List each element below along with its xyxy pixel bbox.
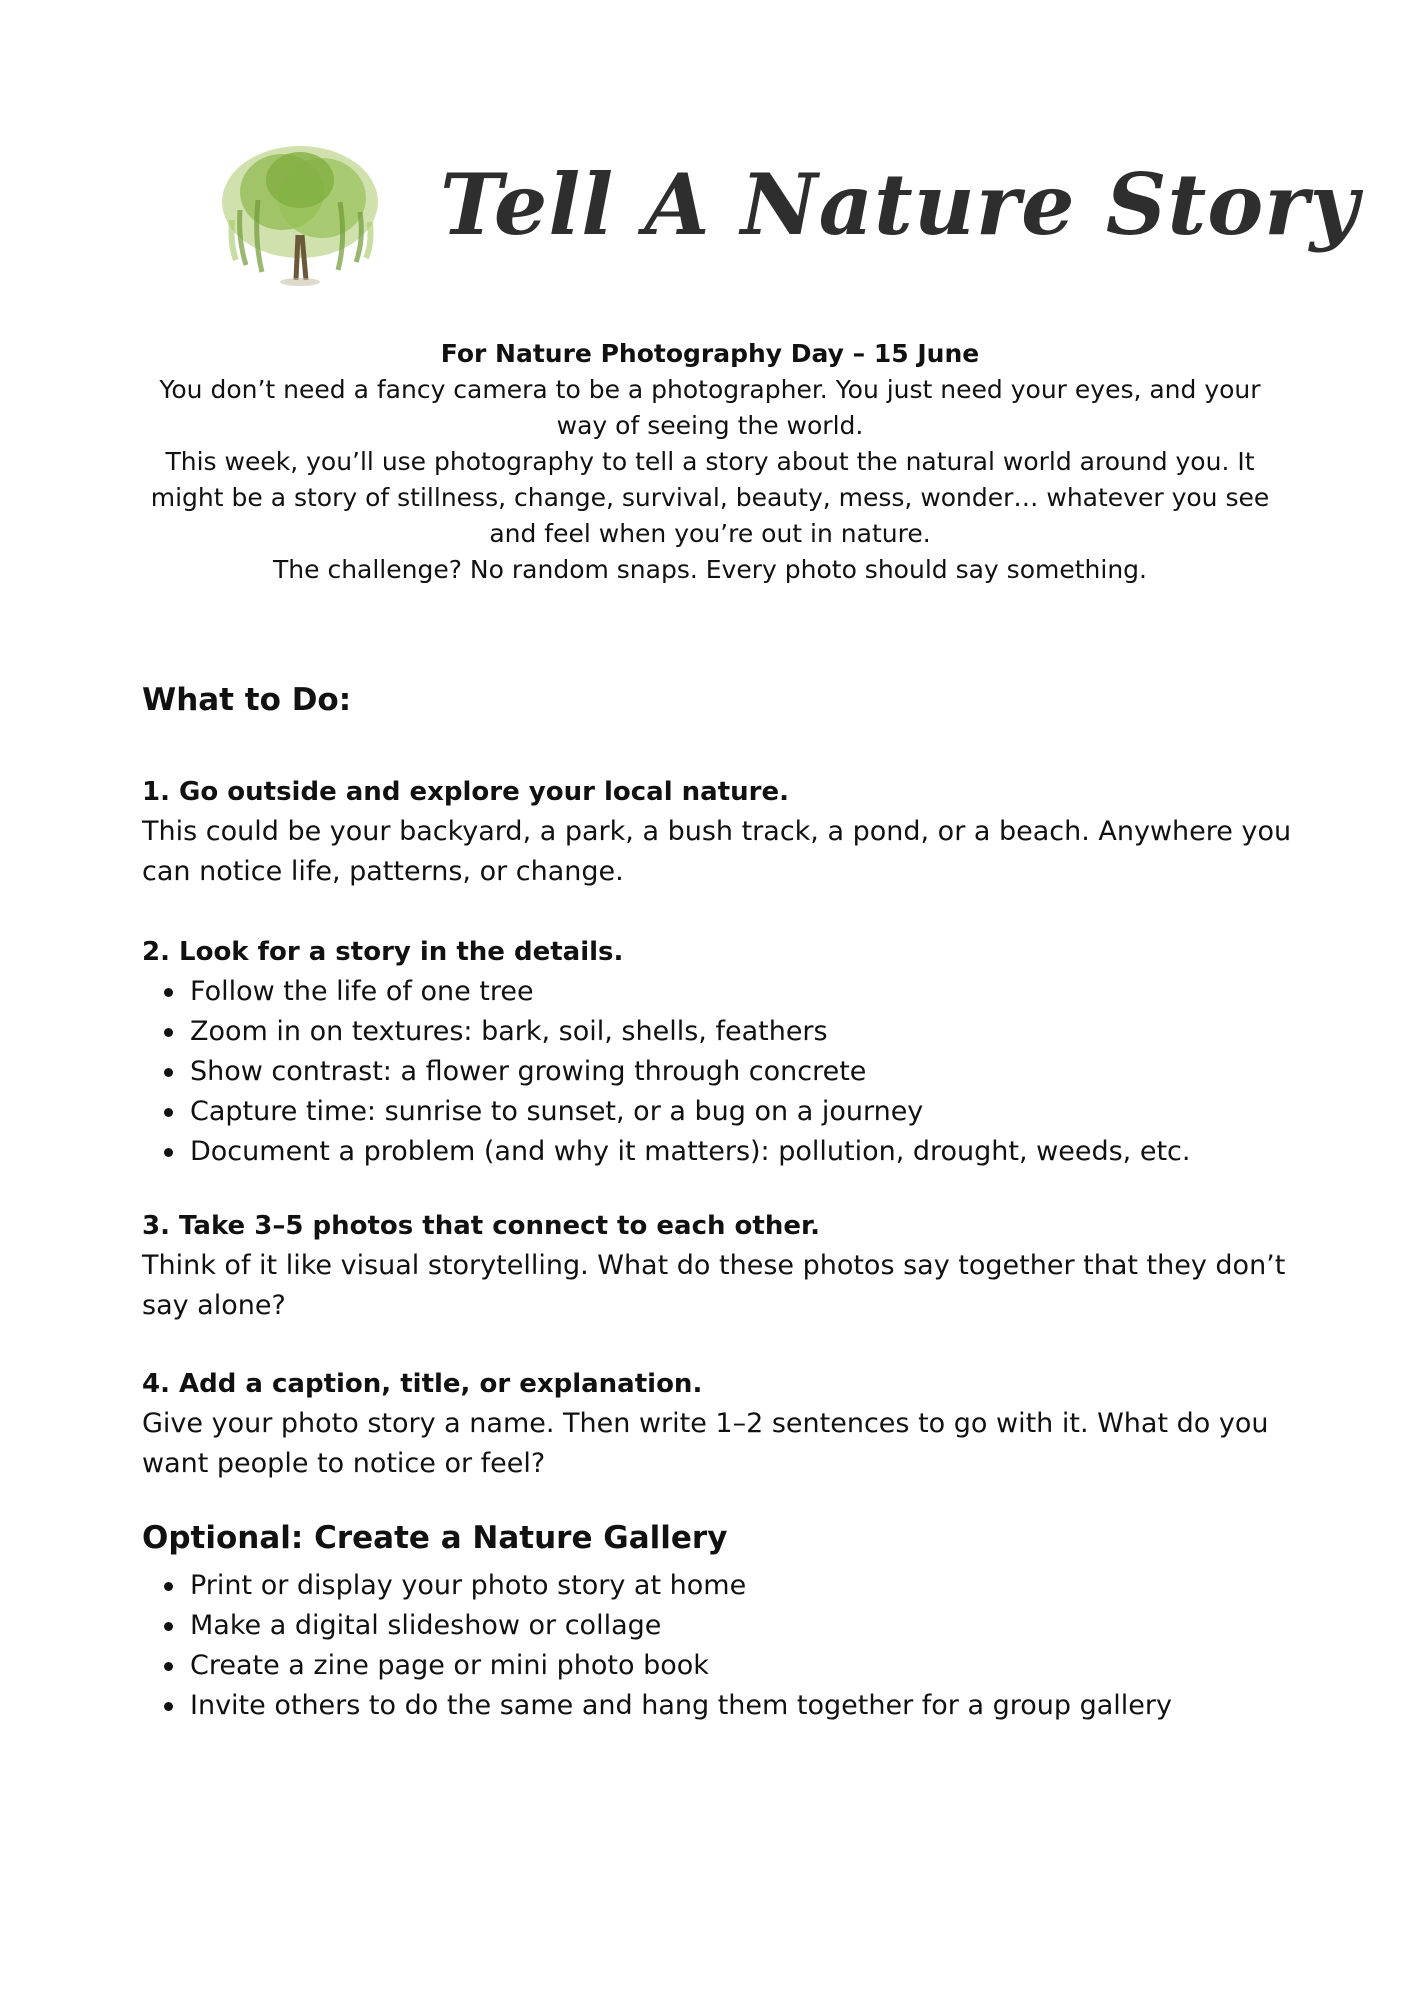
step-1-text: This could be your backyard, a park, a bush track, a pond, or a beach. Anywhere you can notice life, patterns, or change. [142, 816, 1292, 887]
list-item: Invite others to do the same and hang them together for a group gallery [190, 1686, 1292, 1726]
list-item: Show contrast: a flower growing through concrete [190, 1052, 1292, 1092]
list-item: Follow the life of one tree [190, 972, 1292, 1012]
step-2-title: 2. Look for a story in the details. [142, 937, 624, 967]
step-1 [142, 772, 1292, 892]
intro-paragraph-3: The challenge? No random snaps. Every photo should say something. [273, 555, 1147, 584]
list-item: Make a digital slideshow or collage [190, 1606, 1292, 1646]
intro-block [150, 336, 1270, 588]
list-item: Print or display your photo story at home [190, 1566, 1292, 1606]
page-header [210, 130, 1360, 290]
list-item: Capture time: sunrise to sunset, or a bug on a journey [190, 1092, 1292, 1132]
step-4-title: 4. Add a caption, title, or explanation. [142, 1369, 703, 1399]
step-4 [142, 1364, 1292, 1484]
list-item: Zoom in on textures: bark, soil, shells, feathers [190, 1012, 1292, 1052]
event-line: For Nature Photography Day – 15 June [440, 339, 980, 368]
step-4-text: Give your photo story a name. Then write 1–2 sentences to go with it. What do you want people to notice or feel? [142, 1408, 1269, 1479]
what-to-do-heading: What to Do: [142, 682, 352, 718]
optional-heading: Optional: Create a Nature Gallery [142, 1520, 728, 1556]
step-1-title: 1. Go outside and explore your local nature. [142, 777, 789, 807]
optional-list [142, 1566, 1292, 1726]
optional-list-block [142, 1566, 1292, 1726]
step-3-title: 3. Take 3–5 photos that connect to each other. [142, 1211, 820, 1241]
willow-tree-icon [210, 140, 390, 290]
page-title: Tell A Nature Story [440, 155, 1360, 254]
step-2-list [142, 972, 1292, 1172]
step-2 [142, 932, 1292, 1172]
step-3-text: Think of it like visual storytelling. What do these photos say together that they don’t say alone? [142, 1250, 1286, 1321]
list-item: Create a zine page or mini photo book [190, 1646, 1292, 1686]
step-3 [142, 1206, 1292, 1326]
intro-paragraph-1: You don’t need a fancy camera to be a photographer. You just need your eyes, and your way of seeing the world. [159, 375, 1261, 440]
intro-paragraph-2: This week, you’ll use photography to tell a story about the natural world around you. It might be a story of stillness, change, survival, beauty, mess, wonder… whatever you see and feel when you’re out in nature. [150, 447, 1270, 548]
list-item: Document a problem (and why it matters): pollution, drought, weeds, etc. [190, 1132, 1292, 1172]
